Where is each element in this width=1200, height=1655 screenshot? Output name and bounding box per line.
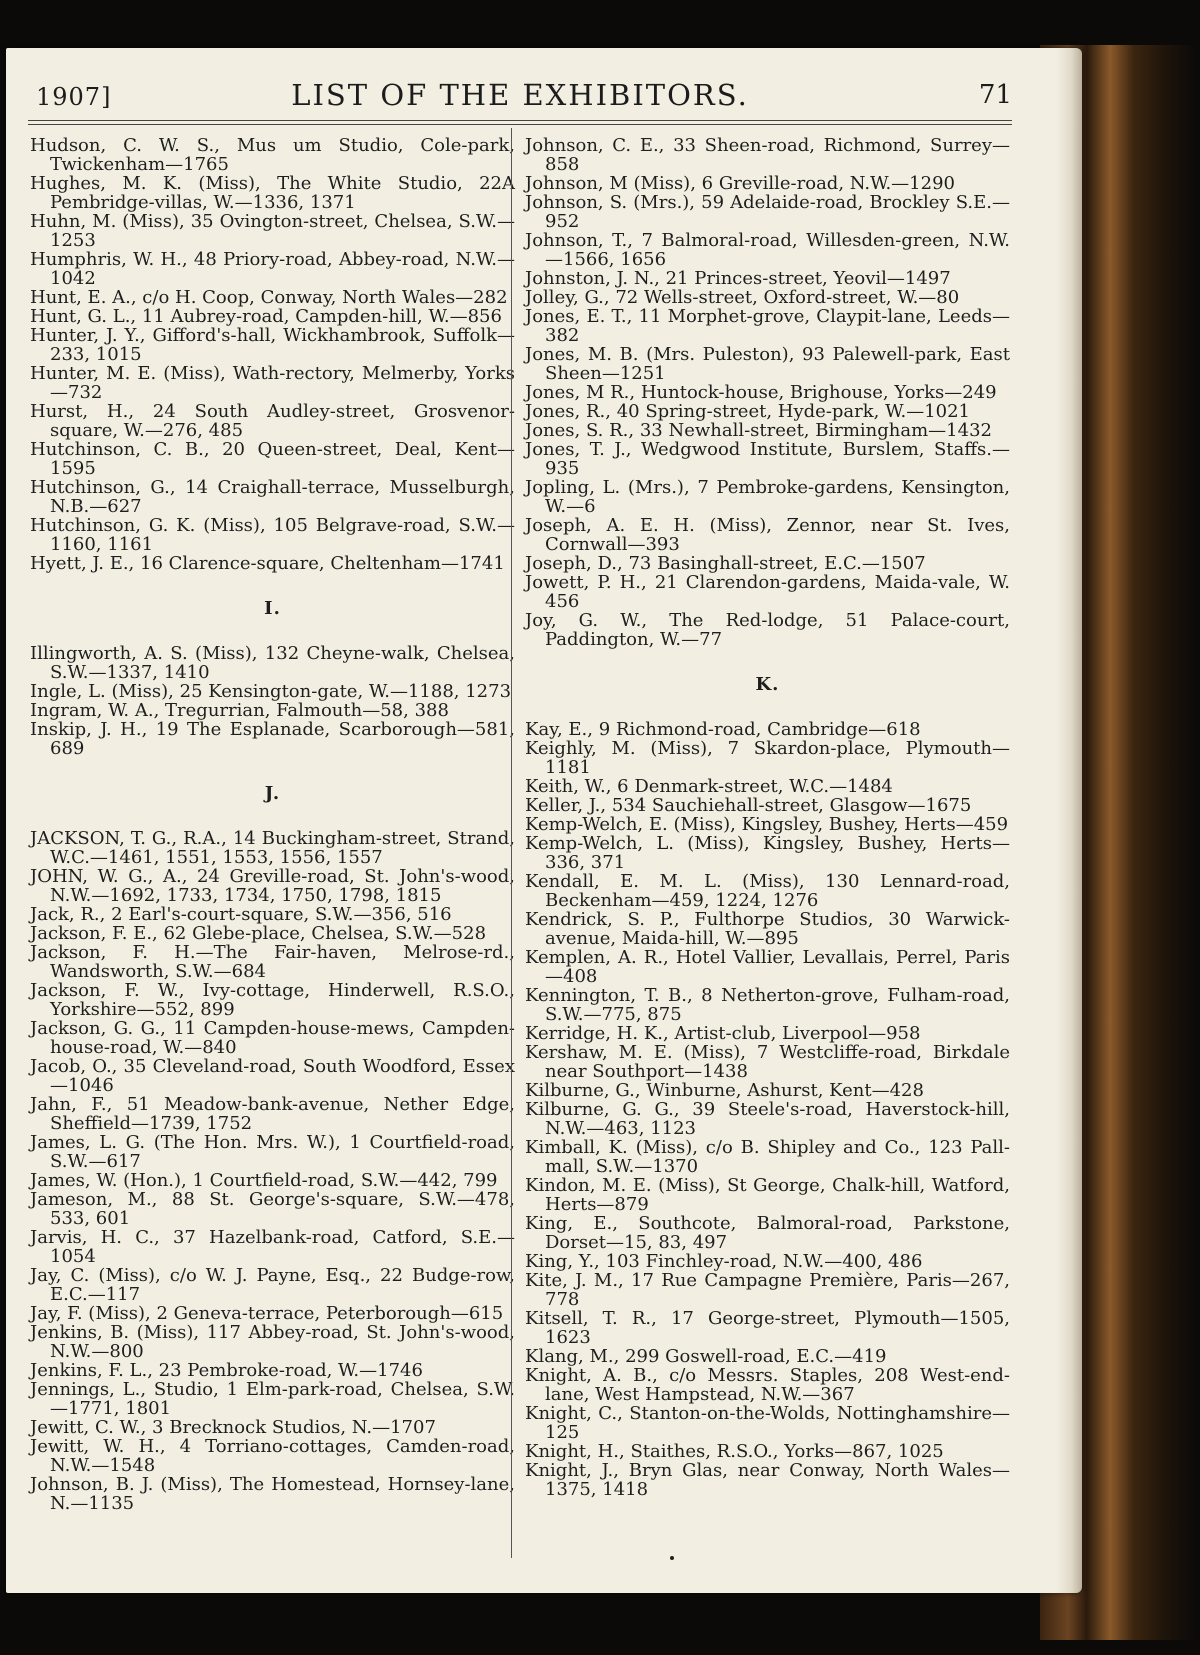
exhibitor-entry: Jackson, F. E., 62 Glebe-place, Chelsea, S.W.—528 — [30, 923, 487, 944]
exhibitor-entry: King, E., Southcote, Balmoral-road, Parkstone, Dorset—15, 83, 497 — [525, 1213, 1010, 1253]
exhibitor-entry: Keighly, M. (Miss), 7 Skardon-place, Plymouth—1181 — [525, 738, 1010, 778]
exhibitor-entry: Knight, C., Stanton-on-the-Wolds, Nottinghamshire—125 — [525, 1403, 1010, 1443]
exhibitor-entry: Jenkins, F. L., 23 Pembroke-road, W.—1746 — [30, 1360, 423, 1381]
exhibitor-entry: Johnson, S. (Mrs.), 59 Adelaide-road, Brockley S.E.—952 — [525, 192, 1010, 232]
section-heading-j: J. — [264, 783, 281, 804]
exhibitor-entry: Hunter, J. Y., Gifford's-hall, Wickhambrook, Suffolk—233, 1015 — [30, 325, 515, 365]
exhibitor-entry: Joseph, D., 73 Basinghall-street, E.C.—1507 — [525, 553, 926, 574]
exhibitor-entry: Hunter, M. E. (Miss), Wath-rectory, Melmerby, Yorks—732 — [30, 363, 515, 403]
exhibitor-entry: Jewitt, C. W., 3 Brecknock Studios, N.—1707 — [30, 1417, 436, 1438]
exhibitor-entry: Hudson, C. W. S., Mus um Studio, Cole-park, Twickenham—1765 — [30, 135, 515, 175]
exhibitor-entry: Knight, J., Bryn Glas, near Conway, North Wales—1375, 1418 — [525, 1460, 1010, 1500]
exhibitor-entry: Kay, E., 9 Richmond-road, Cambridge—618 — [525, 719, 921, 740]
exhibitor-entry: Johnson, M (Miss), 6 Greville-road, N.W.—1290 — [525, 173, 955, 194]
section-heading-i: I. — [264, 598, 281, 619]
column-divider — [511, 128, 512, 1558]
exhibitor-entry: Jacob, O., 35 Cleveland-road, South Woodford, Essex—1046 — [30, 1056, 515, 1096]
entries-j-continued — [525, 136, 1010, 649]
entries-h — [30, 136, 515, 573]
exhibitor-entry: JOHN, W. G., A., 24 Greville-road, St. John's-wood, N.W.—1692, 1733, 1734, 1750, 1798, 1815 — [30, 866, 515, 906]
exhibitor-entry: Kilburne, G. G., 39 Steele's-road, Haverstock-hill, N.W.—463, 1123 — [525, 1099, 1010, 1139]
exhibitor-entry: Jahn, F., 51 Meadow-bank-avenue, Nether Edge, Sheffield—1739, 1752 — [30, 1094, 515, 1134]
exhibitor-entry: Kennington, T. B., 8 Netherton-grove, Fulham-road, S.W.—775, 875 — [525, 985, 1010, 1025]
entries-i — [30, 644, 515, 758]
exhibitor-entry: Jolley, G., 72 Wells-street, Oxford-street, W.—80 — [525, 287, 960, 308]
header-title: LIST OF THE EXHIBITORS. — [291, 78, 749, 112]
header-rule-secondary — [28, 124, 1012, 125]
exhibitor-entry: Hughes, M. K. (Miss), The White Studio, 22A Pembridge-villas, W.—1336, 1371 — [30, 173, 515, 213]
exhibitor-entry: Knight, H., Staithes, R.S.O., Yorks—867, 1025 — [525, 1441, 944, 1462]
exhibitor-entry: Jack, R., 2 Earl's-court-square, S.W.—356, 516 — [30, 904, 452, 925]
exhibitor-entry: James, L. G. (The Hon. Mrs. W.), 1 Courtfield-road, S.W.—617 — [30, 1132, 515, 1172]
exhibitor-entry: Johnson, T., 7 Balmoral-road, Willesden-green, N.W.—1566, 1656 — [525, 230, 1010, 270]
exhibitor-entry: Knight, A. B., c/o Messrs. Staples, 208 West-end-lane, West Hampstead, N.W.—367 — [525, 1365, 1010, 1405]
exhibitor-entry: Jackson, F. W., Ivy-cottage, Hinderwell, R.S.O., Yorkshire—552, 899 — [30, 980, 515, 1020]
exhibitor-entry: Jones, R., 40 Spring-street, Hyde-park, W.—1021 — [525, 401, 971, 422]
exhibitor-entry: Kendall, E. M. L. (Miss), 130 Lennard-road, Beckenham—459, 1224, 1276 — [525, 871, 1010, 911]
exhibitor-entry: Kilburne, G., Winburne, Ashurst, Kent—428 — [525, 1080, 924, 1101]
exhibitor-entry: Joseph, A. E. H. (Miss), Zennor, near St. Ives, Cornwall—393 — [525, 515, 1010, 555]
page-edge-shading — [1056, 48, 1082, 1593]
exhibitor-entry: Ingle, L. (Miss), 25 Kensington-gate, W.—1188, 1273 — [30, 681, 512, 702]
exhibitor-entry: Jopling, L. (Mrs.), 7 Pembroke-gardens, Kensington, W.—6 — [525, 477, 1010, 517]
page-number: 71 — [978, 80, 1012, 110]
exhibitor-entry: Jenkins, B. (Miss), 117 Abbey-road, St. John's-wood, N.W.—800 — [30, 1322, 515, 1362]
exhibitor-entry: Johnson, C. E., 33 Sheen-road, Richmond, Surrey—858 — [525, 135, 1010, 175]
exhibitor-entry: Kitsell, T. R., 17 George-street, Plymouth—1505, 1623 — [525, 1308, 1010, 1348]
exhibitor-entry: Jones, M R., Huntock-house, Brighouse, Yorks—249 — [525, 382, 997, 403]
exhibitor-entry: Hutchinson, G. K. (Miss), 105 Belgrave-road, S.W.—1160, 1161 — [30, 515, 515, 555]
exhibitor-entry: Hunt, G. L., 11 Aubrey-road, Campden-hill, W.—856 — [30, 306, 502, 327]
entries-k — [525, 720, 1010, 1499]
exhibitor-entry: Hyett, J. E., 16 Clarence-square, Cheltenham—1741 — [30, 553, 505, 574]
exhibitor-entry: Hunt, E. A., c/o H. Coop, Conway, North Wales—282 — [30, 287, 508, 308]
exhibitor-entry: JACKSON, T. G., R.A., 14 Buckingham-street, Strand, W.C.—1461, 1551, 1553, 1556, 1557 — [30, 828, 515, 868]
right-column — [525, 136, 1010, 1499]
exhibitor-entry: Jones, S. R., 33 Newhall-street, Birmingham—1432 — [525, 420, 992, 441]
exhibitor-entry: King, Y., 103 Finchley-road, N.W.—400, 486 — [525, 1251, 923, 1272]
exhibitor-entry: Humphris, W. H., 48 Priory-road, Abbey-road, N.W.—1042 — [30, 249, 515, 289]
exhibitor-entry: Huhn, M. (Miss), 35 Ovington-street, Chelsea, S.W.—1253 — [30, 211, 515, 251]
exhibitor-entry: Kemp-Welch, L. (Miss), Kingsley, Bushey, Herts—336, 371 — [525, 833, 1010, 873]
header-year: 1907] — [36, 83, 112, 111]
book-page — [6, 48, 1082, 1593]
section-heading-k: K. — [755, 674, 780, 695]
exhibitor-entry: Kemplen, A. R., Hotel Vallier, Levallais, Perrel, Paris—408 — [525, 947, 1010, 987]
exhibitor-entry: Kendrick, S. P., Fulthorpe Studios, 30 Warwick-avenue, Maida-hill, W.—895 — [525, 909, 1010, 949]
page-header — [28, 78, 1012, 122]
exhibitor-entry: Klang, M., 299 Goswell-road, E.C.—419 — [525, 1346, 887, 1367]
exhibitor-entry: Johnson, B. J. (Miss), The Homestead, Hornsey-lane, N.—1135 — [30, 1474, 515, 1514]
exhibitor-entry: Hutchinson, G., 14 Craighall-terrace, Musselburgh, N.B.—627 — [30, 477, 515, 517]
exhibitor-entry: Jarvis, H. C., 37 Hazelbank-road, Catford, S.E.—1054 — [30, 1227, 515, 1267]
page-mark — [670, 1556, 674, 1560]
exhibitor-entry: Jones, M. B. (Mrs. Puleston), 93 Palewell-park, East Sheen—1251 — [525, 344, 1010, 384]
exhibitor-entry: Keller, J., 534 Sauchiehall-street, Glasgow—1675 — [525, 795, 972, 816]
exhibitor-entry: Jewitt, W. H., 4 Torriano-cottages, Camden-road, N.W.—1548 — [30, 1436, 515, 1476]
exhibitor-entry: Jowett, P. H., 21 Clarendon-gardens, Maida-vale, W. 456 — [525, 572, 1010, 612]
exhibitor-entry: Kite, J. M., 17 Rue Campagne Première, Paris—267, 778 — [525, 1270, 1010, 1310]
exhibitor-entry: Kimball, K. (Miss), c/o B. Shipley and Co., 123 Pall-mall, S.W.—1370 — [525, 1137, 1010, 1177]
exhibitor-entry: Inskip, J. H., 19 The Esplanade, Scarborough—581, 689 — [30, 719, 515, 759]
exhibitor-entry: Keith, W., 6 Denmark-street, W.C.—1484 — [525, 776, 893, 797]
left-column — [30, 136, 515, 1513]
exhibitor-entry: Kerridge, H. K., Artist-club, Liverpool—958 — [525, 1023, 921, 1044]
exhibitor-entry: Illingworth, A. S. (Miss), 132 Cheyne-walk, Chelsea, S.W.—1337, 1410 — [30, 643, 515, 683]
exhibitor-entry: Johnston, J. N., 21 Princes-street, Yeovil—1497 — [525, 268, 951, 289]
exhibitor-entry: Jackson, F. H.—The Fair-haven, Melrose-rd., Wandsworth, S.W.—684 — [30, 942, 515, 982]
exhibitor-entry: James, W. (Hon.), 1 Courtfield-road, S.W.—442, 799 — [30, 1170, 498, 1191]
exhibitor-entry: Joy, G. W., The Red-lodge, 51 Palace-court, Paddington, W.—77 — [525, 610, 1010, 650]
exhibitor-entry: Jameson, M., 88 St. George's-square, S.W.—478, 533, 601 — [30, 1189, 515, 1229]
exhibitor-entry: Kindon, M. E. (Miss), St George, Chalk-hill, Watford, Herts—879 — [525, 1175, 1010, 1215]
header-rule — [28, 120, 1012, 121]
entries-j — [30, 829, 515, 1513]
exhibitor-entry: Ingram, W. A., Tregurrian, Falmouth—58, 388 — [30, 700, 449, 721]
exhibitor-entry: Jay, C. (Miss), c/o W. J. Payne, Esq., 22 Budge-row, E.C.—117 — [30, 1265, 515, 1305]
exhibitor-entry: Kemp-Welch, E. (Miss), Kingsley, Bushey, Herts—459 — [525, 814, 1009, 835]
exhibitor-entry: Jennings, L., Studio, 1 Elm-park-road, Chelsea, S.W.—1771, 1801 — [30, 1379, 515, 1419]
exhibitor-entry: Hurst, H., 24 South Audley-street, Grosvenor-square, W.—276, 485 — [30, 401, 515, 441]
exhibitor-entry: Jones, T. J., Wedgwood Institute, Burslem, Staffs.—935 — [525, 439, 1010, 479]
exhibitor-entry: Jackson, G. G., 11 Campden-house-mews, Campden-house-road, W.—840 — [30, 1018, 515, 1058]
exhibitor-entry: Jones, E. T., 11 Morphet-grove, Claypit-lane, Leeds—382 — [525, 306, 1010, 346]
exhibitor-entry: Kershaw, M. E. (Miss), 7 Westcliffe-road, Birkdale near Southport—1438 — [525, 1042, 1010, 1082]
exhibitor-entry: Hutchinson, C. B., 20 Queen-street, Deal, Kent—1595 — [30, 439, 515, 479]
exhibitor-entry: Jay, F. (Miss), 2 Geneva-terrace, Peterborough—615 — [30, 1303, 504, 1324]
